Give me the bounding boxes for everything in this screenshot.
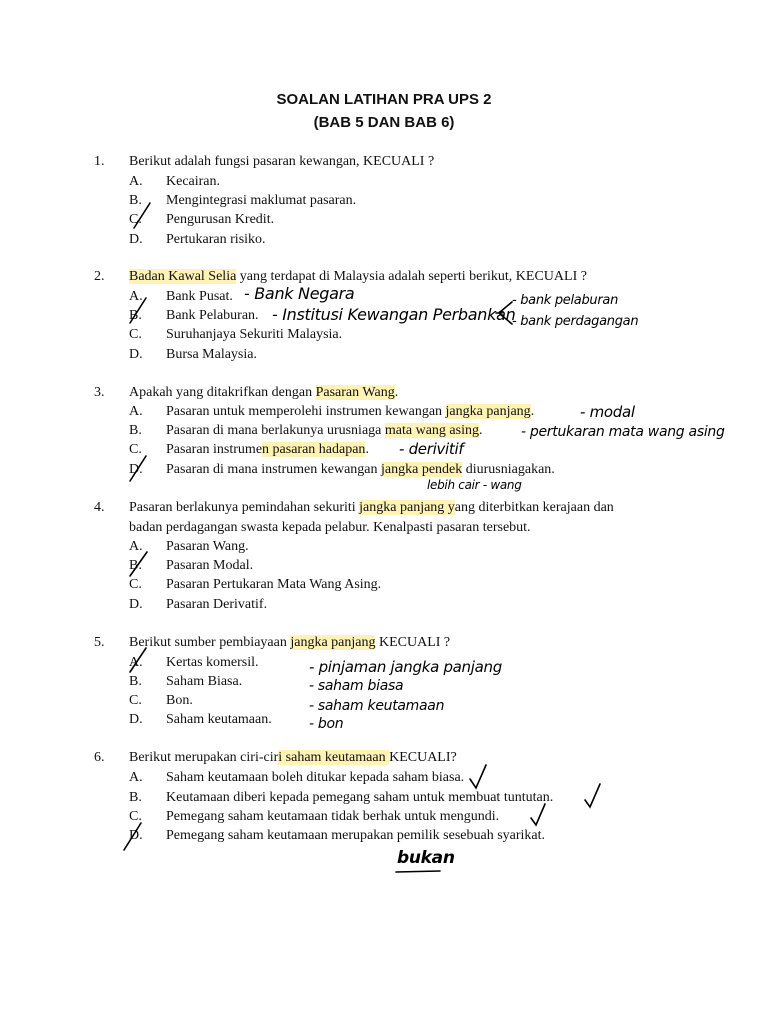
stem-text: yang terdapat di Malaysia adalah seperti berikut, KECUALI ? <box>236 269 587 284</box>
option-letter: C. <box>129 442 142 457</box>
option-text: Kecairan. <box>166 174 221 189</box>
handwritten-note: - pertukaran mata wang asing <box>521 424 725 440</box>
check-mark <box>470 765 486 788</box>
option-letter: C. <box>129 809 142 824</box>
stem-text: Apakah yang ditakrifkan dengan <box>129 385 316 400</box>
highlight: n pasaran hadapan <box>262 442 366 457</box>
option-text: Pasaran Pertukaran Mata Wang Asing. <box>166 577 382 592</box>
highlight: Pasaran Wang <box>315 385 395 400</box>
option-text: Bank Pusat. <box>166 289 233 304</box>
option-text: Pasaran Derivatif. <box>166 597 268 612</box>
option-text: Pemegang saham keutamaan merupakan pemilik sesebuah syarikat. <box>166 828 546 843</box>
handwritten-note: - modal <box>580 403 635 421</box>
option-letter: D. <box>129 347 143 362</box>
option-letter: D. <box>129 232 143 247</box>
check-mark <box>585 784 600 807</box>
question-stem: badan perdagangan swasta kepada pelabur. Kenalpasti pasaran tersebut. <box>129 520 531 535</box>
option-text-part: Pasaran instrume <box>166 442 263 457</box>
option-text: Suruhanjaya Sekuriti Malaysia. <box>166 327 343 342</box>
option-text: Saham keutamaan. <box>166 712 272 727</box>
option-text: Pasaran Modal. <box>166 558 254 573</box>
option-text-part: Pasaran di mana berlakunya urusniaga <box>166 423 385 438</box>
option-text-part: . <box>478 423 483 438</box>
handwritten-note: - Bank Negara <box>244 284 355 303</box>
handwritten-note: bukan <box>397 848 455 868</box>
question-number: 3. <box>94 385 105 400</box>
option-text-part: . <box>365 442 369 457</box>
underline-mark <box>396 871 440 872</box>
option-text: Pemegang saham keutamaan tidak berhak untuk mengundi. <box>166 809 500 824</box>
handwritten-note: - pinjaman jangka panjang <box>309 658 502 676</box>
handwritten-note: - Institusi Kewangan Perbankan <box>272 305 516 324</box>
answer-mark <box>134 203 150 228</box>
bracket-mark <box>496 302 512 324</box>
highlight: Badan Kawal Selia <box>129 269 237 284</box>
stem-text: KECUALI? <box>389 750 457 765</box>
option-text: Saham Biasa. <box>166 674 243 689</box>
option-letter: C. <box>129 693 142 708</box>
handwritten-note: - saham keutamaan <box>309 698 445 714</box>
option-letter: C. <box>129 327 142 342</box>
handwritten-note: - bon <box>309 716 344 732</box>
stem-text: . <box>394 385 399 400</box>
option-letter: A. <box>129 404 143 419</box>
option-text: Bon. <box>166 693 193 708</box>
handwritten-note: - bank pelaburan <box>512 293 619 308</box>
stem-text: Berikut sumber pembiayaan <box>129 635 291 650</box>
answer-mark <box>130 552 147 576</box>
option-text: Mengintegrasi maklumat pasaran. <box>166 193 357 208</box>
option-letter: B. <box>129 790 142 805</box>
question-number: 5. <box>94 635 105 650</box>
stem-text: ang diterbitkan kerajaan dan <box>454 500 614 515</box>
option-text: Saham keutamaan boleh ditukar kepada saham biasa. <box>166 770 465 785</box>
handwritten-note: - bank perdagangan <box>512 314 639 329</box>
option-letter: D. <box>129 597 143 612</box>
question-number: 2. <box>94 269 105 284</box>
option-text: Bank Pelaburan. <box>166 308 259 323</box>
page-title: SOALAN LATIHAN PRA UPS 2 <box>276 91 492 108</box>
check-mark <box>531 804 545 825</box>
handwritten-note: - saham biasa <box>309 678 404 694</box>
option-text: Pasaran Wang. <box>166 539 249 554</box>
answer-mark <box>130 456 146 481</box>
option-letter: C. <box>129 212 142 227</box>
stem-text: Pasaran berlakunya pemindahan sekuriti <box>129 500 360 515</box>
option-letter: B. <box>129 308 142 323</box>
highlight: jangka panjang <box>445 404 531 419</box>
highlight: jangka panjang y <box>359 500 455 515</box>
option-text: Bursa Malaysia. <box>166 347 257 362</box>
answer-mark <box>130 648 146 672</box>
answer-mark <box>130 298 146 323</box>
option-text-part: diurusniagakan. <box>462 462 555 477</box>
highlight: mata wang asing <box>384 423 479 438</box>
question-number: 4. <box>94 500 105 515</box>
answer-mark <box>124 823 141 850</box>
option-letter: A. <box>129 539 143 554</box>
question-number: 6. <box>94 750 105 765</box>
option-letter: B. <box>129 674 142 689</box>
option-letter: A. <box>129 174 143 189</box>
option-text-part: Pasaran untuk memperolehi instrumen kewangan <box>166 404 446 419</box>
stem-text: Berikut merupakan ciri-cir <box>129 750 279 765</box>
option-letter: B. <box>129 423 142 438</box>
highlight: jangka pendek <box>381 462 463 477</box>
page-subtitle: (BAB 5 DAN BAB 6) <box>313 114 455 131</box>
option-text-part: . <box>530 404 535 419</box>
stem-text: KECUALI ? <box>375 635 451 650</box>
option-letter: D. <box>129 462 143 477</box>
option-letter: A. <box>129 289 143 304</box>
option-letter: A. <box>129 770 143 785</box>
option-letter: A. <box>129 655 143 670</box>
question-number: 1. <box>94 154 105 169</box>
option-text-part: Pasaran di mana instrumen kewangan <box>166 462 381 477</box>
handwritten-note: lebih cair - wang <box>427 478 522 492</box>
question-stem: Berikut adalah fungsi pasaran kewangan, KECUALI ? <box>129 154 435 169</box>
option-letter: B. <box>129 193 142 208</box>
option-text: Pengurusan Kredit. <box>166 212 275 227</box>
option-letter: B. <box>129 558 142 573</box>
option-letter: C. <box>129 577 142 592</box>
option-text: Keutamaan diberi kepada pemegang saham untuk membuat tuntutan. <box>166 790 554 805</box>
option-letter: D. <box>129 828 143 843</box>
option-text: Pertukaran risiko. <box>166 232 266 247</box>
highlight: jangka panjang <box>290 635 376 650</box>
highlight: i saham keutamaan <box>278 750 390 765</box>
option-letter: D. <box>129 712 143 727</box>
handwritten-note: - derivitif <box>399 440 464 458</box>
option-text: Kertas komersil. <box>166 655 259 670</box>
